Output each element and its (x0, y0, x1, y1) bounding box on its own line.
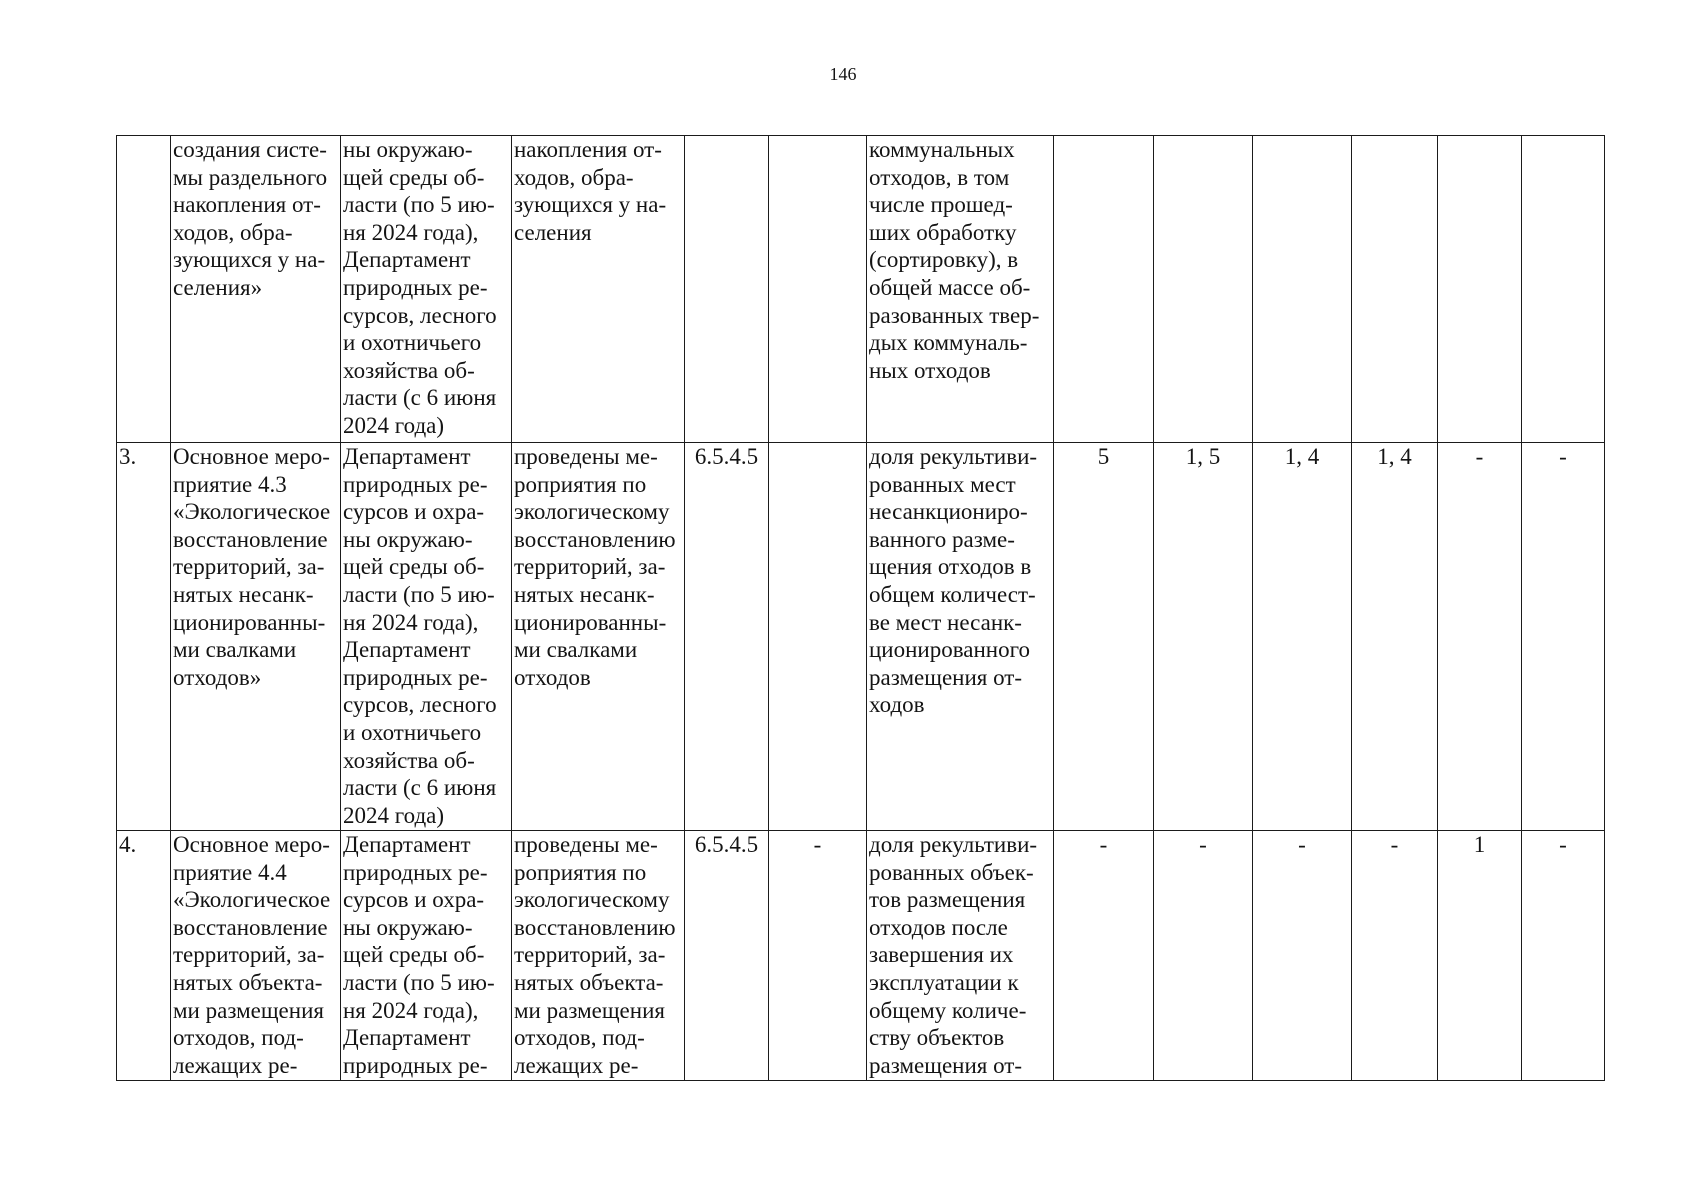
indicator-value-cell (1522, 136, 1605, 443)
cell-text: накопления от- ходов, обра- зующихся у на- селения (514, 137, 667, 245)
indicator-value-cell (1352, 831, 1438, 1081)
responsible-executor-cell (341, 831, 512, 1081)
indicator-value-cell (1438, 831, 1522, 1081)
cell-text: Основное меро- приятие 4.3 «Экологическое восстановление территорий, за- нятых несанк- ционированны- ми свалками отходов» (173, 444, 331, 690)
row-number-cell (117, 136, 171, 443)
related-indicator-cell (769, 443, 867, 831)
cell-text (687, 136, 766, 442)
cell-text (771, 136, 864, 442)
cell-text (1156, 136, 1250, 442)
cell-text: 1, 4 (1377, 444, 1412, 469)
cell-text: 4. (119, 832, 137, 857)
responsible-executor-cell (341, 136, 512, 443)
cell-text: 5 (1097, 444, 1110, 469)
expected-result-cell (512, 831, 685, 1081)
indicator-link-cell (685, 136, 769, 443)
table-row (117, 831, 1605, 1081)
cell-text: - (1475, 444, 1484, 469)
cell-text (1440, 136, 1519, 442)
cell-text: проведены ме- роприятия по экологическому восстановлению территорий, за- нятых объекта- ми размещения отходов, под- лежащих ре- (514, 832, 676, 1078)
cell-text (119, 136, 168, 442)
indicator-value-cell (1154, 443, 1253, 831)
cell-text: 3. (119, 444, 137, 469)
expected-result-cell (512, 136, 685, 443)
table-row (117, 136, 1605, 443)
indicator-value-cell (1054, 443, 1154, 831)
indicator-value-cell (1054, 831, 1154, 1081)
cell-text: Департамент природных ре- сурсов и охра- ны окружаю- щей среды об- ласти (по 5 ию- ня 2024 года), Департамент природных ре- (343, 832, 495, 1078)
related-indicator-cell (769, 831, 867, 1081)
cell-text: Основное меро- приятие 4.4 «Экологическое восстановление территорий, за- нятых объекта- ми размещения отходов, под- лежащих ре- (173, 832, 331, 1078)
activity-name-cell (171, 443, 341, 831)
cell-text: проведены ме- роприятия по экологическому восстановлению территорий, за- нятых несанк- ционированны- ми свалками отходов (514, 444, 676, 690)
indicator-value-cell (1522, 831, 1605, 1081)
cell-text: доля рекультиви- рованных объек- тов размещения отходов после завершения их эксплуатации к общему количе- ству объектов размещения от- (869, 832, 1038, 1078)
cell-text: - (1099, 832, 1108, 857)
indicator-value-cell (1352, 136, 1438, 443)
cell-text (1524, 136, 1602, 442)
cell-text (1354, 136, 1435, 442)
page-number: 146 (829, 64, 857, 84)
responsible-executor-cell (341, 443, 512, 831)
cell-text: ны окружаю- щей среды об- ласти (по 5 ию- ня 2024 года), Департамент природных ре- сурсов, лесного и охотничьего хозяйства об- ласти (с 6 июня 2024 года) (343, 137, 497, 438)
related-indicator-cell (769, 136, 867, 443)
activity-name-cell (171, 136, 341, 443)
row-number-cell (117, 831, 171, 1081)
indicator-value-cell (1154, 831, 1253, 1081)
indicator-value-cell (1253, 136, 1352, 443)
activity-name-cell (171, 831, 341, 1081)
indicator-value-cell (1154, 136, 1253, 443)
cell-text: 1, 5 (1185, 444, 1221, 469)
program-activities-table (116, 135, 1605, 1081)
cell-text: - (1559, 444, 1567, 469)
cell-text: 6.5.4.5 (694, 444, 759, 469)
cell-text (1255, 136, 1349, 442)
table-row (117, 443, 1605, 831)
cell-text (771, 443, 864, 830)
indicator-link-cell (685, 443, 769, 831)
indicator-value-cell (1054, 136, 1154, 443)
indicator-value-cell (1438, 136, 1522, 443)
indicator-name-cell (867, 136, 1054, 443)
indicator-name-cell (867, 443, 1054, 831)
cell-text: - (813, 832, 822, 857)
cell-text: создания систе- мы раздельного накопления от- ходов, обра- зующихся у на- селения» (173, 137, 328, 300)
expected-result-cell (512, 443, 685, 831)
cell-text: - (1390, 832, 1399, 857)
indicator-value-cell (1522, 443, 1605, 831)
cell-text: - (1559, 832, 1567, 857)
cell-text: - (1199, 832, 1207, 857)
indicator-link-cell (685, 831, 769, 1081)
indicator-value-cell (1352, 443, 1438, 831)
indicator-value-cell (1253, 831, 1352, 1081)
cell-text: Департамент природных ре- сурсов и охра- ны окружаю- щей среды об- ласти (по 5 ию- ня 2024 года), Департамент природных ре- сурсов, лесного и охотничьего хозяйства об- ласти (с 6 июня 2024 года) (343, 444, 497, 828)
cell-text: 1, 4 (1284, 444, 1320, 469)
cell-text: 6.5.4.5 (694, 832, 759, 857)
cell-text: - (1298, 832, 1306, 857)
cell-text (1056, 136, 1151, 442)
indicator-value-cell (1253, 443, 1352, 831)
indicator-name-cell (867, 831, 1054, 1081)
cell-text: доля рекультиви- рованных мест несанкциониро- ванного разме- щения отходов в общем количест- ве мест несанк- ционированного размещения от- ходов (869, 444, 1038, 718)
cell-text: 1 (1473, 832, 1486, 857)
cell-text: коммунальных отходов, в том числе прошед- ших обработку (сортировку), в общей массе об- разованных твер- дых коммуналь- ных отходов (869, 137, 1040, 383)
row-number-cell (117, 443, 171, 831)
indicator-value-cell (1438, 443, 1522, 831)
